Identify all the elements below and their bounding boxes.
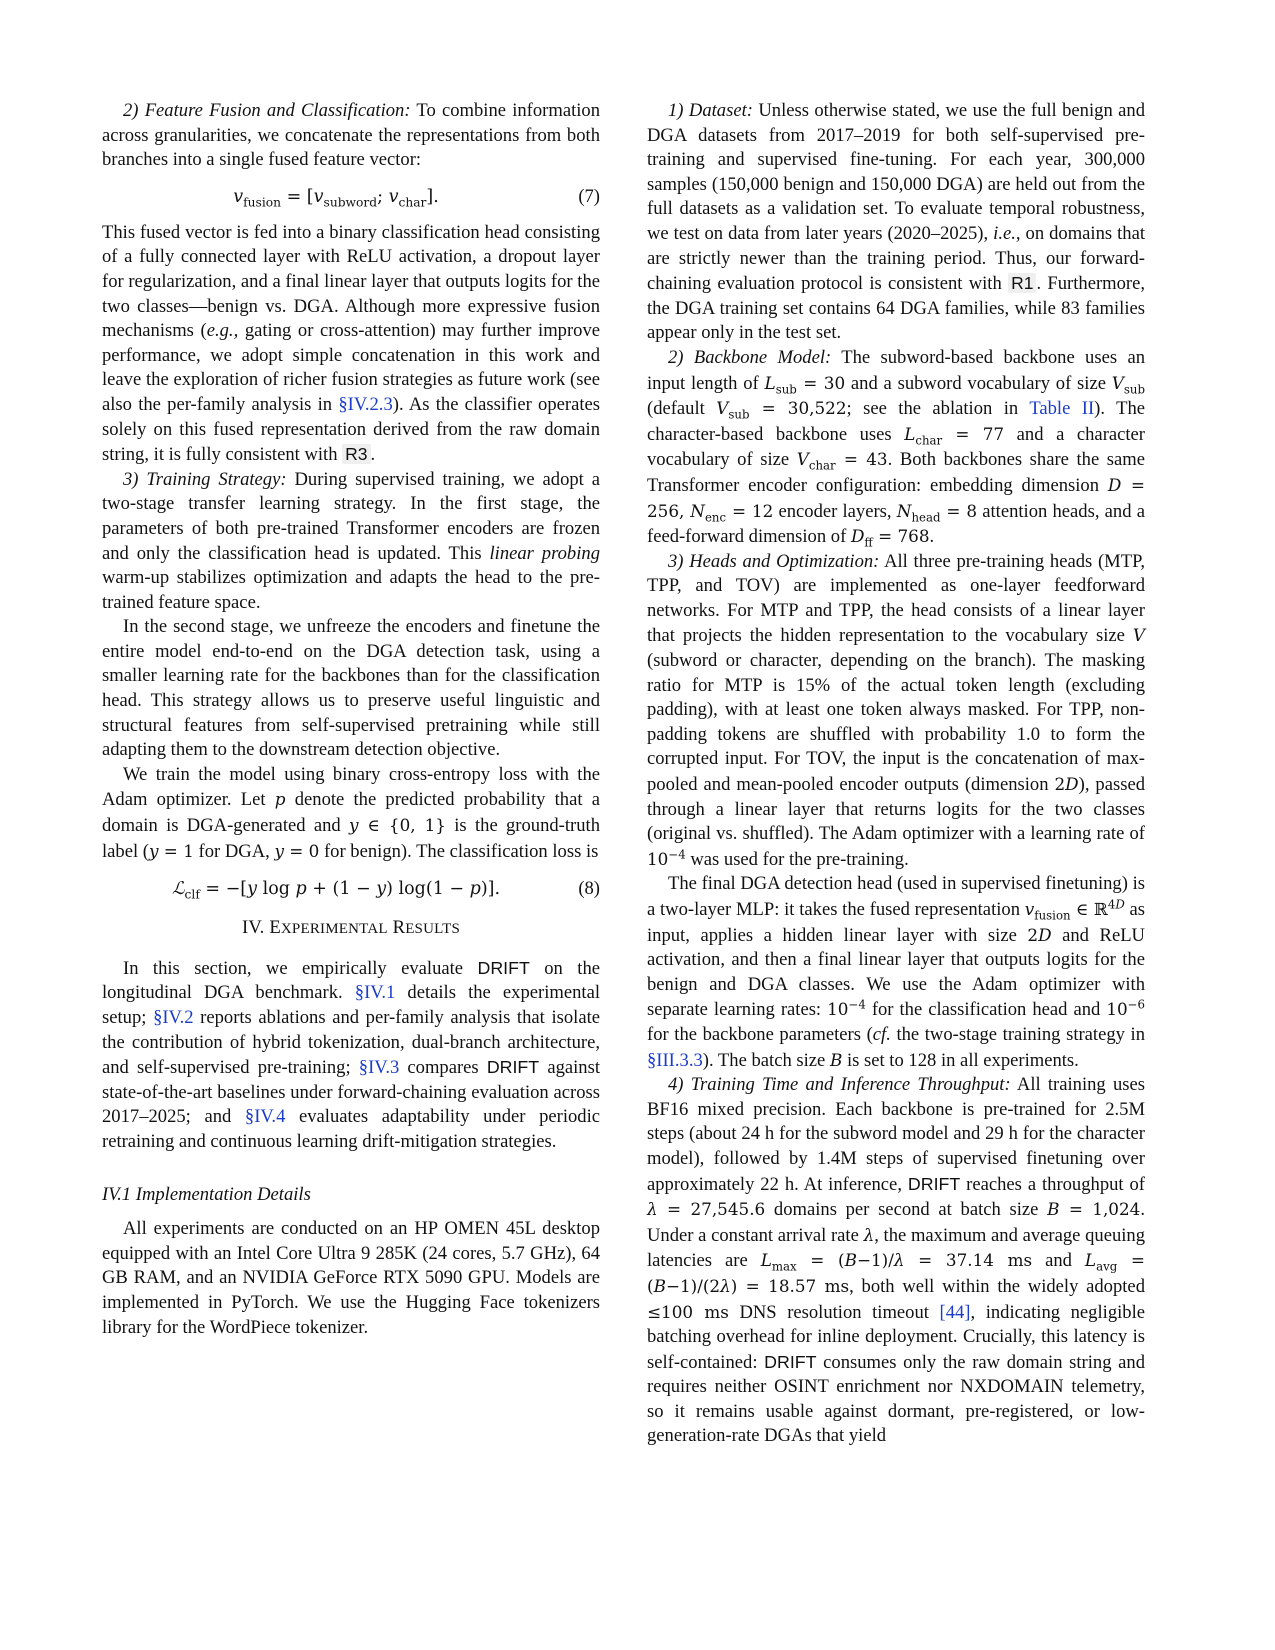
text: To combine information across granularities, we concatenate the representations from both branches into a single fused feature vector: — [102, 100, 601, 171]
right-column — [647, 99, 1145, 1449]
paragraph-second-stage: In the second stage, we unfreeze the encoders and finetune the entire model end-to-end on the DGA detection task, using a smaller learning rate for the backbones than for the classification head. This strategy allows us to preserve useful linguistic and structural features from self-supervised pretraining while still adapting them to the downstream detection objective. — [102, 616, 600, 761]
text: was used for the pre-training. — [685, 848, 909, 870]
section-link[interactable]: §IV.1 — [354, 982, 396, 1004]
text: DNS resolution timeout — [728, 1301, 940, 1323]
text: and ReLU activation, and then a final linear layer that outputs logits for the benign and DGA classes. We use the Adam optimizer with separate learning rates: — [647, 924, 1145, 1021]
text: warm-up stabilizes optimization and adapts the head to the pre-trained feature space. — [102, 567, 600, 613]
equation-expression: ℒ$_{clf}$ = −[y log p + (1 − y) log(1 − p)]. — [171, 878, 501, 902]
equation-expression: $v_{fusion} = [v_{subword}$; $v_{char}$]. — [233, 187, 439, 210]
text: During supervised training, we adopt a two-stage transfer learning strategy. In the first stage, the parameters of both pre-trained Transformer encoders are frozen and only the classification head is updated. This — [102, 468, 600, 564]
system-name: DRIFT — [477, 957, 530, 978]
text: The final DGA detection head (used in supervised finetuning) is a two-layer MLP: it takes the fused representation — [647, 873, 1145, 920]
text: ). The batch size — [702, 1049, 830, 1071]
paragraph-heading: 3) Heads and Optimization: — [668, 550, 880, 572]
text: as input, applies a hidden linear layer with size — [647, 899, 1145, 946]
heading-smallcaps: ESULTS — [405, 921, 461, 938]
text: linear probing — [489, 542, 600, 564]
text: All three pre-training heads (MTP, TPP, and TOV) are implemented as one-layer feedforward networks. For MTP and TPP, the head consists of a linear layer that projects the hidden representation to the vocabulary size — [647, 550, 1146, 647]
text: (subword or character, depending on the branch). The masking ratio for MTP is 15% of the actual token length (excluding padding), with at least one token always masked. For TPP, non-padding tokens are shuffled with probability 1.0 to form the corrupted input. For TOV, the input is the concatenation of max-pooled and mean-pooled encoder outputs (dimension — [647, 650, 1145, 796]
heading-letter: R — [392, 917, 406, 939]
text: In this section, we empirically evaluate — [123, 957, 478, 979]
citation-link[interactable]: [44] — [939, 1301, 971, 1323]
text: and a subword vocabulary of size — [845, 372, 1112, 394]
equation-number: (7) — [578, 186, 600, 208]
heading-smallcaps: XPERIMENTAL — [280, 921, 388, 938]
paragraph-backbone: 2) Backbone Model: The subword-based backbone uses an input length of $L_{sub} = 30$ and a subword vocabulary of size $V_{sub}$ (default $V_{sub} = 30,522$; see the ablation in Table II). The character-based backbone uses $L_{char} = 77$ and a character vocabulary of size $V_{char} = 43$. Both backbones share the same Transformer encoder configuration: embedding dimension D = 256, $N_{enc} = 12$ encoder layers, $N_{head} = 8$ attention heads, and a feed-forward dimension of $D_{ff} = 768$. — [647, 346, 1145, 550]
text: and a character vocabulary of size — [647, 423, 1145, 471]
text: ; see the ablation in — [846, 398, 1030, 420]
text: for benign). The classification loss is — [319, 840, 599, 862]
text: This fused vector is fed into a binary classification head consisting of a fully connected layer with ReLU activation, a dropout layer for regularization, and a final linear layer that outputs logits for the two classes—benign vs. DGA. Although more expressive fusion mechanisms ( — [102, 221, 600, 342]
text: denote the predicted probability that a domain is DGA-generated and — [102, 789, 600, 837]
paragraph-training-strategy — [102, 468, 600, 616]
equation-8 — [102, 874, 600, 904]
text: for DGA, — [193, 840, 275, 862]
table-link[interactable]: Table II — [1029, 398, 1095, 420]
text: is the ground-truth label ( — [102, 815, 600, 862]
text: gating or cross-attention) may further improve performance, we adopt simple concatenation in this work and leave the exploration of richer fusion strategies as future work (see also the per-family analysis in — [102, 320, 601, 415]
text: the two-stage training strategy in — [890, 1023, 1145, 1045]
equation-number: (8) — [578, 877, 600, 899]
section-link[interactable]: §III.3.3 — [647, 1049, 703, 1071]
text: , indicating negligible batching overhead for inline deployment. Crucially, this latency is self-contained: — [647, 1301, 1145, 1373]
paragraph-heading: 3) Training Strategy: — [123, 468, 287, 490]
section-number: IV. — [241, 917, 265, 939]
text: Unless otherwise stated, we use the full benign and DGA datasets from 2017–2019 for both self-supervised pre-training and supervised fine-tuning. For each year, 300,000 samples (150,000 benign and 150,000 DGA) are held out from the full datasets as a validation set. To evaluate temporal robustness, we test on data from later years (2020–2025), — [647, 100, 1145, 244]
paragraph-heading: 2) Backbone Model: — [668, 346, 832, 368]
requirement-tag: R3 — [342, 444, 370, 464]
equation-7 — [102, 183, 600, 213]
text: on the longitudinal DGA benchmark. — [102, 957, 600, 1004]
text: details the experimental setup; — [102, 982, 600, 1028]
text: compares — [399, 1057, 487, 1079]
text: ), passed through a linear layer that returns logits for the two classes (original vs. shuffled). The Adam optimizer with a learning rate of — [647, 774, 1146, 845]
paragraph-detection-head: The final DGA detection head (used in supervised finetuning) is a two-layer MLP: it takes the fused representation $v_{fusion}$ ∈ ℝ$^{4D}$ as input, applies a hidden linear layer with size 2D and ReLU activation, and then a final linear layer that outputs logits for the benign and DGA classes. We use the Adam optimizer with separate learning rates: $10^{-4}$ for the classification head and $10^{-6}$ for the backbone parameters (cf. the two-stage training strategy in §III.3.3). The batch size B is set to 128 in all experiments. — [647, 873, 1145, 1071]
text: e.g., — [206, 320, 239, 342]
section-link[interactable]: §IV.2.3 — [338, 393, 393, 415]
section-link[interactable]: §IV.2 — [153, 1007, 194, 1028]
paragraph-heading: 4) Training Time and Inference Throughput: — [668, 1074, 1011, 1096]
text: . Furthermore, the DGA training set contains 64 DGA families, while 83 families appear only in the test set. — [647, 273, 1145, 344]
paragraph-heading: 1) Dataset: — [668, 100, 753, 121]
text: i.e., — [993, 222, 1021, 244]
text: (default — [647, 398, 717, 420]
text: is set to 128 in all experiments. — [842, 1049, 1079, 1071]
text: The subword-based backbone uses an input length of — [647, 346, 1145, 394]
paragraph-throughput: 4) Training Time and Inference Throughput: All training uses BF16 mixed precision. Each backbone is pre-trained for 2.5M steps (about 24 h for the subword model and 29 h for the character model), followed by 1.4M steps of supervised finetuning over approximately 22 h. At inference, DRIFT reaches a throughput of λ = 27,545.6 domains per second at batch size B = 1,024. Under a constant arrival rate λ, the maximum and average queuing latencies are $L_{max} = (B-1)/\lambda = 37.14$ ms and $L_{avg} = (B-1)/(2\lambda) = 18.57$ ms, both well within the widely adopted ≤100 ms DNS resolution timeout [44], indicating negligible batching overhead for inline deployment. Crucially, this latency is self-contained: DRIFT consumes only the raw domain string and requires neither OSINT enrichment nor NXDOMAIN telemetry, so it remains usable against dormant, pre-registered, or low-generation-rate DGAs that yield — [647, 1074, 1145, 1447]
text: on domains that are strictly newer than the training period. Thus, our forward-chaining evaluation protocol is consistent with — [647, 222, 1146, 295]
text: We train the model using binary cross-entropy loss with the Adam optimizer. Let — [102, 763, 600, 811]
left-column — [102, 99, 600, 1340]
section-heading — [102, 916, 600, 942]
text: cf. — [872, 1023, 891, 1045]
text: ). The character-based backbone uses — [647, 398, 1145, 445]
text: evaluates adaptability under periodic retraining and continuous learning drift-mitigation strategies. — [102, 1106, 600, 1152]
section-link[interactable]: §IV.3 — [358, 1057, 400, 1079]
text: All training uses BF16 mixed precision. Each backbone is pre-trained for 2.5M steps (about 24 h for the subword model and 29 h for the character model), followed by 1.4M steps of supervised finetuning over approximately 22 h. At inference, — [647, 1074, 1145, 1195]
paragraph-heading: 2) Feature Fusion and Classification: — [123, 100, 411, 121]
text: domains per second at batch size — [765, 1199, 1048, 1221]
text: reports ablations and per-family analysis that isolate the contribution of hybrid tokenization, dual-branch architecture, and self-supervised pre-training; — [102, 1007, 600, 1079]
paragraph-fusion-head — [102, 221, 600, 468]
text: and — [1032, 1250, 1085, 1272]
section-link[interactable]: §IV.4 — [244, 1106, 286, 1128]
paragraph-loss: We train the model using binary cross-entropy loss with the Adam optimizer. Let p denote the predicted probability that a domain is DGA-generated and y ∈ {0, 1} is the ground-truth label (y = 1 for DGA, y = 0 for benign). The classification loss is — [102, 763, 600, 862]
paragraph-section-intro — [102, 956, 600, 1155]
paragraph-feature-fusion — [102, 99, 600, 173]
text: consumes only the raw domain string and requires neither OSINT enrichment nor NXDOMAIN telemetry, so it remains usable against dormant, pre-registered, or low-generation-rate DGAs that yield — [647, 1351, 1145, 1447]
text: . Under a constant arrival rate — [647, 1199, 1145, 1246]
text: ). As the classifier operates solely on this fused representation derived from the raw domain string, it is fully consistent with — [102, 393, 600, 466]
text: reaches a throughput of — [960, 1173, 1145, 1195]
text: against state-of-the-art baselines under forward-chaining evaluation across 2017–2025; and — [102, 1057, 600, 1128]
paragraph-dataset — [647, 99, 1145, 346]
text: , both well within the widely adopted — [849, 1275, 1145, 1297]
text: . — [370, 444, 376, 466]
subsection-heading: IV.1 Implementation Details — [102, 1183, 311, 1205]
system-name: DRIFT — [764, 1351, 817, 1372]
paragraph-heads: 3) Heads and Optimization: All three pre-training heads (MTP, TPP, and TOV) are implemented as one-layer feedforward networks. For MTP and TPP, the head consists of a linear layer that projects the hidden representation to the vocabulary size V (subword or character, depending on the branch). The masking ratio for MTP is 15% of the actual token length (excluding padding), with at least one token always masked. For TPP, non-padding tokens are shuffled with probability 1.0 to form the corrupted input. For TOV, the input is the concatenation of max-pooled and mean-pooled encoder outputs (dimension 2D), passed through a linear layer that returns logits for the two classes (original vs. shuffled). The Adam optimizer with a learning rate of $10^{-4}$ was used for the pre-training. — [647, 550, 1146, 870]
system-name: DRIFT — [907, 1173, 961, 1194]
paragraph-hardware: All experiments are conducted on an HP OMEN 45L desktop equipped with an Intel Core Ultra 9 285K (24 cores, 5.7 GHz), 64 GB RAM, and an NVIDIA GeForce RTX 5090 GPU. Models are implemented in PyTorch. We use the Hugging Face tokenizers library for the WordPiece tokenizer. — [102, 1218, 600, 1338]
text: . Both backbones share the same Transformer encoder configuration: embedding dimension — [647, 449, 1145, 496]
text: . — [929, 526, 935, 548]
heading-letter: E — [269, 917, 281, 939]
text: encoder layers, — [773, 500, 897, 522]
system-name: DRIFT — [486, 1057, 540, 1078]
text: attention heads, and a feed-forward dimension of — [647, 500, 1145, 548]
text: for the backbone parameters ( — [647, 1023, 873, 1045]
text: , the maximum and average queuing latencies are — [647, 1224, 1145, 1272]
requirement-tag: R1 — [1008, 273, 1036, 293]
text: for the classification head and — [865, 999, 1107, 1021]
